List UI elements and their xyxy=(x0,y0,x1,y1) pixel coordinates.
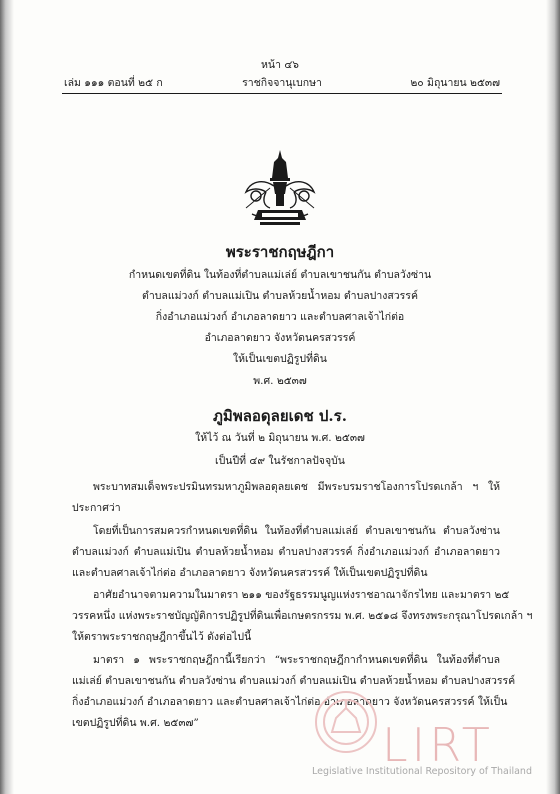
authority-line: อาศัยอำนาจตามความในมาตรา ๒๑๑ ของรัฐธรรมนูญแห่งราชอาณาจักรไทย และมาตรา ๒๕ xyxy=(93,589,510,601)
given-date: ให้ไว้ ณ วันที่ ๒ มิถุนายน พ.ศ. ๒๕๓๗ xyxy=(195,432,365,444)
proclamation-line: พระบาทสมเด็จพระปรมินทรมหาภูมิพลอดุลยเดช มีพระบรมราชโองการโปรดเกล้า ฯ ให้ xyxy=(93,481,500,493)
whereas-line: และตำบลศาลเจ้าไก่ต่อ อำเภอลาดยาว จังหวัดนครสวรรค์ ให้เป็นเขตปฏิรูปที่ดิน xyxy=(72,567,428,579)
decree-title: พระราชกฤษฎีกา xyxy=(225,243,335,261)
decree-subtitle-line: อำเภอลาดยาว จังหวัดนครสวรรค์ xyxy=(204,332,356,344)
decree-subtitle-line: กำหนดเขตที่ดิน ในท้องที่ตำบลแม่เล่ย์ ตำบลเขาชนกัน ตำบลวังซ่าน xyxy=(128,269,432,281)
lirt-logo-watermark: LIRT xyxy=(382,718,494,772)
decree-year: พ.ศ. ๒๕๓๗ xyxy=(253,375,307,387)
section-1-line: มาตรา ๑ พระราชกฤษฎีกานี้เรียกว่า “พระราชกฤษฎีกากำหนดเขตที่ดิน ในท้องที่ตำบล xyxy=(93,654,500,666)
volume-label: เล่ม ๑๑๑ ตอนที่ ๒๕ ก xyxy=(64,77,163,89)
parliament-seal-watermark-icon xyxy=(312,688,380,756)
page-number: หน้า ๔๖ xyxy=(261,59,299,71)
gazette-name: ราชกิจจานุเบกษา xyxy=(242,77,322,89)
section-1-line: กิ่งอำเภอแม่วงก์ อำเภอลาดยาว และตำบลศาลเจ้าไก่ต่อ อำเภอลาดยาว จังหวัดนครสวรรค์ ให้เป็น xyxy=(72,696,508,708)
king-signature-name: ภูมิพลอดุลยเดช ป.ร. xyxy=(213,407,347,425)
whereas-line: ตำบลแม่วงก์ ตำบลแม่เปิน ตำบลห้วยน้ำหอม ตำบลปางสวรรค์ กิ่งอำเภอแม่วงก์ อำเภอลาดยาว xyxy=(72,546,500,558)
reign-year: เป็นปีที่ ๔๙ ในรัชกาลปัจจุบัน xyxy=(215,455,345,467)
whereas-line: โดยที่เป็นการสมควรกำหนดเขตที่ดิน ในท้องที่ตำบลแม่เล่ย์ ตำบลเขาชนกัน ตำบลวังซ่าน xyxy=(93,525,500,537)
proclamation-line: ประกาศว่า xyxy=(72,502,121,514)
authority-line: วรรคหนึ่ง แห่งพระราชบัญญัติการปฏิรูปที่ดินเพื่อเกษตรกรรม พ.ศ. ๒๕๑๘ จึงทรงพระกรุณาโปรดเกล้า ฯ xyxy=(72,610,533,622)
section-1-line: แม่เล่ย์ ตำบลเขาชนกัน ตำบลวังซ่าน ตำบลแม่วงก์ ตำบลแม่เปิน ตำบลห้วยน้ำหอม ตำบลปางสวรรค์ xyxy=(72,675,516,687)
royal-emblem-icon xyxy=(240,148,320,230)
authority-line: ให้ตราพระราชกฤษฎีกาขึ้นไว้ ดังต่อไปนี้ xyxy=(72,631,252,643)
section-1-line: เขตปฏิรูปที่ดิน พ.ศ. ๒๕๓๗” xyxy=(72,717,199,729)
decree-subtitle-line: กิ่งอำเภอแม่วงก์ อำเภอลาดยาว และตำบลศาลเจ้าไก่ต่อ xyxy=(155,311,405,323)
header-rule xyxy=(62,93,502,94)
repository-caption: Legislative Institutional Repository of Thailand xyxy=(312,766,532,777)
decree-subtitle-line: ตำบลแม่วงก์ ตำบลแม่เปิน ตำบลห้วยน้ำหอม ตำบลปางสวรรค์ xyxy=(142,290,418,302)
decree-subtitle-line: ให้เป็นเขตปฏิรูปที่ดิน xyxy=(232,353,327,365)
gazette-date: ๒๐ มิถุนายน ๒๕๓๗ xyxy=(410,77,500,89)
